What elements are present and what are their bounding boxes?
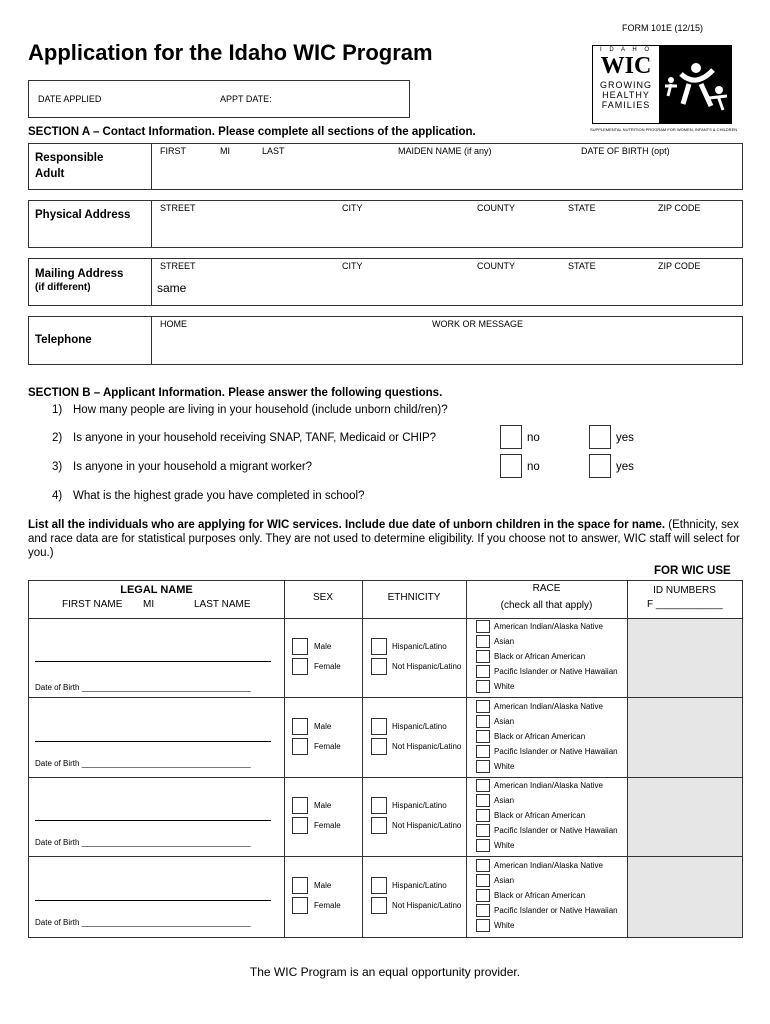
race-checkbox[interactable] (476, 715, 490, 728)
no-label: no (527, 461, 540, 473)
race-checkbox[interactable] (476, 680, 490, 693)
race-option-label: Pacific Islander or Native Hawaiian (494, 905, 618, 915)
applicants-table (28, 580, 743, 938)
sex-female-checkbox[interactable] (292, 817, 308, 834)
race-option-label: Pacific Islander or Native Hawaiian (494, 746, 618, 756)
ethnicity-option-label: Not Hispanic/Latino (392, 662, 462, 671)
race-checkbox[interactable] (476, 700, 490, 713)
physical-address-box (28, 200, 743, 248)
family-figures-icon (663, 54, 729, 114)
race-option-label: Black or African American (494, 652, 586, 661)
sex-male-checkbox[interactable] (292, 718, 308, 735)
race-option-label: Pacific Islander or Native Hawaiian (494, 826, 618, 835)
city-label: CITY (342, 203, 363, 213)
race-checkbox[interactable] (476, 650, 490, 663)
ethnicity-option-label: Hispanic/Latino (392, 880, 447, 890)
table-row (29, 618, 742, 698)
race-checkbox[interactable] (476, 859, 490, 872)
race-option-label: American Indian/Alaska Native (494, 860, 603, 870)
zip-label: ZIP CODE (658, 203, 701, 213)
race-option-label: Asian (494, 716, 515, 726)
question-text: How many people are living in your household (include unborn child/ren)? (73, 404, 448, 416)
table-row (29, 857, 742, 937)
question-number: 1) (52, 404, 63, 416)
wic-logo (592, 45, 732, 124)
maiden-name-label: MAIDEN NAME (if any) (398, 146, 492, 156)
section-b-heading: SECTION B – Applicant Information. Please answer the following questions. (28, 387, 443, 399)
physical-address-label: Physical Address (35, 209, 131, 221)
race-checkbox[interactable] (476, 919, 490, 932)
ethnicity-checkbox[interactable] (371, 797, 387, 814)
ethnicity-checkbox[interactable] (371, 897, 387, 914)
responsible-adult-box (28, 143, 743, 190)
race-option-label: American Indian/Alaska Native (494, 622, 603, 631)
page-title: Application for the Idaho WIC Program (28, 40, 433, 65)
county-label: COUNTY (477, 261, 515, 271)
appt-date-label: APPT DATE: (220, 94, 272, 104)
name-input-line[interactable] (35, 661, 271, 662)
mailing-address-label: Mailing Address (35, 268, 124, 280)
mailing-address-input[interactable]: same (157, 281, 187, 295)
sex-female-checkbox[interactable] (292, 658, 308, 675)
sex-option-label: Male (314, 801, 332, 810)
mi-label: MI (220, 146, 230, 156)
wic-use-id-cell (629, 620, 739, 694)
race-option-label: White (494, 841, 515, 850)
race-checkbox[interactable] (476, 809, 490, 822)
yes-label: yes (616, 432, 634, 444)
race-checkbox[interactable] (476, 824, 490, 837)
responsible-adult-input[interactable] (153, 158, 740, 187)
for-wic-use-label: FOR WIC USE (654, 565, 731, 577)
yes-checkbox[interactable] (589, 425, 611, 449)
question-text: Is anyone in your household receiving SNAP, TANF, Medicaid or CHIP? (73, 432, 437, 444)
sex-header: SEX (312, 592, 333, 603)
logo-line: GROWING (600, 80, 652, 90)
id-f-field[interactable]: F ____________ (647, 599, 723, 610)
wic-use-id-cell (629, 779, 739, 853)
ethnicity-checkbox[interactable] (371, 718, 387, 735)
wic-use-id-cell (629, 859, 739, 933)
logo-caption: SUPPLEMENTAL NUTRITION PROGRAM FOR WOMEN, INFANTS & CHILDREN (590, 127, 738, 132)
table-row (29, 777, 742, 857)
sex-option-label: Female (314, 662, 341, 671)
race-option-label: American Indian/Alaska Native (494, 781, 603, 790)
ethnicity-checkbox[interactable] (371, 738, 387, 755)
first-name-header: FIRST NAME (62, 599, 123, 610)
race-option-label: White (494, 761, 515, 771)
race-checkbox[interactable] (476, 794, 490, 807)
state-label: STATE (568, 261, 596, 271)
race-option-label: Black or African American (494, 811, 586, 820)
first-label: FIRST (160, 146, 186, 156)
name-input-line[interactable] (35, 741, 271, 742)
sex-male-checkbox[interactable] (292, 797, 308, 814)
sex-option-label: Male (314, 880, 332, 890)
sex-female-checkbox[interactable] (292, 738, 308, 755)
sex-female-checkbox[interactable] (292, 897, 308, 914)
work-phone-input[interactable] (429, 331, 740, 362)
question-text: What is the highest grade you have completed in school? (73, 490, 365, 502)
race-option-label: Asian (494, 796, 515, 805)
yes-checkbox[interactable] (589, 454, 611, 478)
race-checkbox[interactable] (476, 904, 490, 917)
sex-option-label: Male (314, 721, 332, 731)
last-name-header: LAST NAME (194, 599, 251, 610)
mi-header: MI (143, 599, 155, 610)
dob-label: DATE OF BIRTH (opt) (581, 146, 670, 156)
logo-line: HEALTHY (602, 90, 650, 100)
race-option-label: White (494, 920, 515, 930)
ethnicity-checkbox[interactable] (371, 877, 387, 894)
ethnicity-checkbox[interactable] (371, 817, 387, 834)
ethnicity-checkbox[interactable] (371, 658, 387, 675)
telephone-box (28, 316, 743, 365)
sex-option-label: Female (314, 821, 341, 830)
race-option-label: White (494, 682, 515, 691)
street-label: STREET (160, 203, 196, 213)
home-phone-label: HOME (160, 319, 187, 329)
race-option-label: Black or African American (494, 731, 586, 741)
race-checkbox[interactable] (476, 839, 490, 852)
dob-field[interactable]: Date of Birth ______________________________________ (35, 838, 251, 847)
race-option-label: Pacific Islander or Native Hawaiian (494, 667, 618, 676)
name-input-line[interactable] (35, 820, 271, 821)
race-checkbox[interactable] (476, 635, 490, 648)
ethnicity-header: ETHNICITY (387, 592, 441, 603)
sex-option-label: Female (314, 741, 341, 751)
race-checkbox[interactable] (476, 760, 490, 773)
question-number: 3) (52, 461, 63, 473)
ethnicity-option-label: Not Hispanic/Latino (392, 900, 462, 910)
ethnicity-option-label: Hispanic/Latino (392, 721, 447, 731)
section-a-heading: SECTION A – Contact Information. Please complete all sections of the application. (28, 126, 476, 138)
table-row (29, 698, 742, 778)
yes-label: yes (616, 461, 634, 473)
race-subheader: (check all that apply) (500, 600, 593, 611)
ethnicity-option-label: Not Hispanic/Latino (392, 741, 462, 751)
sex-male-checkbox[interactable] (292, 638, 308, 655)
legal-name-header: LEGAL NAME (120, 584, 193, 596)
no-checkbox[interactable] (500, 454, 522, 478)
logo-wic: WIC (600, 53, 652, 79)
telephone-label: Telephone (35, 334, 92, 346)
question-number: 4) (52, 490, 63, 502)
question-number: 2) (52, 432, 63, 444)
race-checkbox[interactable] (476, 620, 490, 633)
no-label: no (527, 432, 540, 444)
sex-option-label: Female (314, 900, 341, 910)
street-label: STREET (160, 261, 196, 271)
id-numbers-header: ID NUMBERS (653, 585, 716, 596)
ethnicity-option-label: Hispanic/Latino (392, 642, 447, 651)
race-header: RACE (532, 583, 561, 594)
dob-field[interactable]: Date of Birth ______________________________________ (35, 683, 251, 692)
county-label: COUNTY (477, 203, 515, 213)
race-option-label: American Indian/Alaska Native (494, 701, 603, 711)
race-option-label: Asian (494, 875, 515, 885)
last-label: LAST (262, 146, 285, 156)
logo-line: FAMILIES (601, 100, 651, 110)
ethnicity-checkbox[interactable] (371, 638, 387, 655)
dob-field[interactable]: Date of Birth ______________________________________ (35, 758, 251, 768)
sex-male-checkbox[interactable] (292, 877, 308, 894)
logo-state: I D A H O (599, 47, 652, 53)
mailing-address-box (28, 258, 743, 306)
race-checkbox[interactable] (476, 779, 490, 792)
wic-use-id-cell (629, 700, 739, 774)
question-text: Is anyone in your household a migrant worker? (73, 461, 313, 473)
race-option-label: Black or African American (494, 890, 586, 900)
race-checkbox[interactable] (476, 730, 490, 743)
physical-address-input[interactable] (153, 215, 740, 245)
state-label: STATE (568, 203, 596, 213)
race-checkbox[interactable] (476, 665, 490, 678)
mailing-address-sublabel: (if different) (35, 282, 91, 293)
name-input-line[interactable] (35, 900, 271, 901)
zip-label: ZIP CODE (658, 261, 701, 271)
no-checkbox[interactable] (500, 425, 522, 449)
home-phone-input[interactable] (153, 331, 423, 362)
list-instructions: List all the individuals who are applying for WIC services. Include due date of unborn children in the space for name. (Ethnicity, sex and race data are for statistical purposes only. They are not used to determine eligibility. If you choose not to answer, WIC staff will select for you.) (28, 519, 740, 559)
responsible-adult-label: Responsible Adult (35, 152, 104, 180)
footer-note: The WIC Program is an equal opportunity provider. (249, 965, 521, 979)
form-id: FORM 101E (12/15) (622, 23, 704, 33)
race-checkbox[interactable] (476, 889, 490, 902)
date-box (28, 80, 410, 118)
city-label: CITY (342, 261, 363, 271)
race-checkbox[interactable] (476, 745, 490, 758)
ethnicity-option-label: Not Hispanic/Latino (392, 821, 462, 830)
date-applied-label: DATE APPLIED (38, 94, 102, 104)
sex-option-label: Male (314, 642, 332, 651)
race-checkbox[interactable] (476, 874, 490, 887)
work-phone-label: WORK OR MESSAGE (432, 319, 524, 329)
race-option-label: Asian (494, 637, 515, 646)
ethnicity-option-label: Hispanic/Latino (392, 801, 447, 810)
dob-field[interactable]: Date of Birth ______________________________________ (35, 917, 251, 927)
